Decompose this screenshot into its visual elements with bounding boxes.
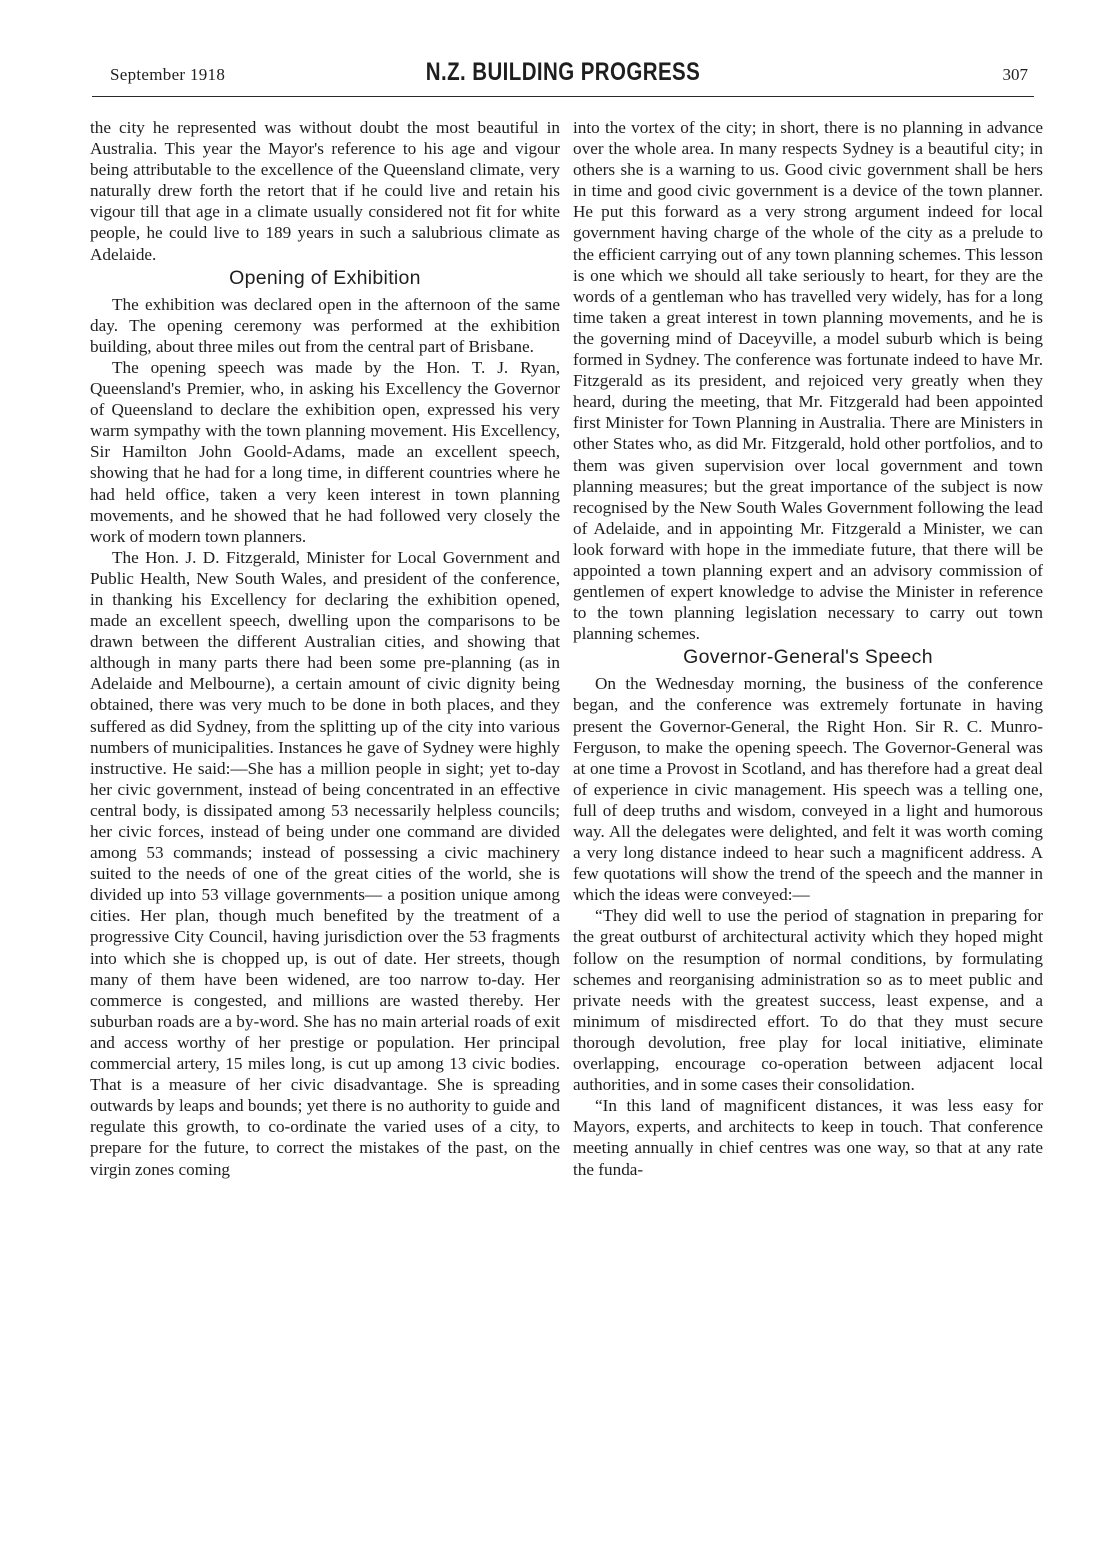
paragraph: The opening speech was made by the Hon. T. J. Ryan, Queensland's Premier, who, in asking his Excellency the Governor of Queensland to declare the exhibition open, expressed his very warm sympathy with the town planning movement. His Excellency, Sir Hamilton John Goold-Adams, made an excellent speech, showing that he had for a long time, in different countries where he had held office, taken a very keen interest in town planning movements, and he showed that he had followed very closely the work of modern town planners. [90,357,560,546]
paragraph: “They did well to use the period of stagnation in preparing for the great outburst of architectural activity which they hoped might follow on the resumption of normal conditions, by formulating schemes and reorganising administration so as to meet public and private needs with the greatest success, least expense, and a minimum of misdirected effort. To do that they must secure thorough devolution, free play for local initiative, eliminate overlapping, encourage co-operation between adjacent local authorities, and in some cases their consolidation. [573,906,1043,1095]
issue-date: September 1918 [110,65,226,84]
right-column [573,117,1043,1180]
paragraph: The Hon. J. D. Fitzgerald, Minister for Local Government and Public Health, New South Wales, and president of the conference, in thanking his Excellency for declaring the exhibition opened, made an excellent speech, dwelling upon the comparisons to be drawn between the different Australian cities, and showing that although in many parts there had been some pre-planning (as in Adelaide and Melbourne), a certain amount of civic dignity being obtained, there was very much to be done in both places, and they suffered as did Sydney, from the splitting up of the city into various numbers of municipalities. Instances he gave of Sydney were highly instructive. He said:—She has a million people in sight; yet to-day her civic government, instead of being concentrated in an effective central body, is dissipated among 53 necessarily helpless councils; her civic forces, instead of being under one command are divided among 53 commands; instead of possessing a civic machinery suited to the needs of one of the great cities of the world, she is divided up into 53 village governments— a position unique among cities. Her plan, though much benefited by the treatment of a progressive City Council, having jurisdiction over the 53 fragments into which she is chopped up, is out of date. Her streets, though many of them have been widened, are too narrow to-day. Her commerce is congested, and millions are wasted thereby. Her suburban roads are a by-word. She has no main arterial roads of exit and access worthy of her prestige or population. Her principal commercial artery, 15 miles long, is cut up among 13 civic bodies. That is a measure of her civic disadvantage. She is spreading outwards by leaps and bounds; yet there is no authority to guide and regulate this growth, to co-ordinate the varied uses of a city, to prepare for the future, to correct the mistakes of the past, on the virgin zones coming [90,547,560,1179]
paragraph: the city he represented was without doubt the most beautiful in Australia. This year the Mayor's reference to his age and vigour being attributable to the excellence of the Queensland climate, very naturally drew forth the retort that if he could live and retain his vigour till that age in a climate usually considered not fit for white people, he could live to 189 years in such a salubrious climate as Adelaide. [90,118,560,264]
section-heading-governor-generals-speech: Governor-General's Speech [683,646,933,669]
paragraph: into the vortex of the city; in short, there is no planning in advance over the whole area. In many respects Sydney is a beautiful city; in others she is a warning to us. Good civic government shall be hers in time and good civic government is a device of the town planner. He put this forward as a very strong argument indeed for local government having charge of the whole of the city as a prelude to the efficient carrying out of any town planning schemes. This lesson is one which we should all take seriously to heart, for they are the words of a gentleman who has travelled very widely, has for a long time taken a great interest in town planning movements, and he is the governing mind of Daceyville, a model suburb which is being formed in Sydney. The conference was fortunate indeed to have Mr. Fitzgerald as its president, and rejoiced very greatly when they heard, during the meeting, that Mr. Fitzgerald had been appointed first Minister for Town Planning in Australia. There are Ministers in other States who, as did Mr. Fitzgerald, hold other portfolios, and to them was given supervision over local government and town planning measures; but the great importance of the subject is now recognised by the New South Wales Government following the lead of Adelaide, and in appointing Mr. Fitzgerald a Minister, we can look forward with hope in the immediate future, that there will be appointed a town planning expert and an advisory commission of gentlemen of expert knowledge to advise the Minister in reference to the town planning legislation necessary to carry out town planning schemes. [573,118,1043,644]
publication-title: N.Z. BUILDING PROGRESS [425,58,701,86]
paragraph: On the Wednesday morning, the business of the conference began, and the conference was extremely fortunate in having present the Governor-General, the Right Hon. Sir R. C. Munro-Ferguson, to make the opening speech. The Governor-General was at one time a Provost in Scotland, and has therefore had a great deal of experience in civic management. His speech was a telling one, full of deep truths and wisdom, conveyed in a light and humorous way. All the delegates were delighted, and felt it was worth coming a very long distance indeed to hear such a magnificent address. A few quotations will show the trend of the speech and the manner in which the ideas were conveyed:— [573,674,1043,905]
section-heading-opening-of-exhibition: Opening of Exhibition [229,266,421,289]
page-header [92,58,1034,97]
page-number: 307 [1002,65,1028,84]
paragraph: The exhibition was declared open in the afternoon of the same day. The opening ceremony was performed at the exhibition building, about three miles out from the central part of Brisbane. [90,294,560,356]
paragraph: “In this land of magnificent distances, it was less easy for Mayors, experts, and architects to keep in touch. That conference meeting annually in chief centres was one way, so that at any rate the funda- [573,1096,1043,1179]
left-column [90,117,560,1180]
